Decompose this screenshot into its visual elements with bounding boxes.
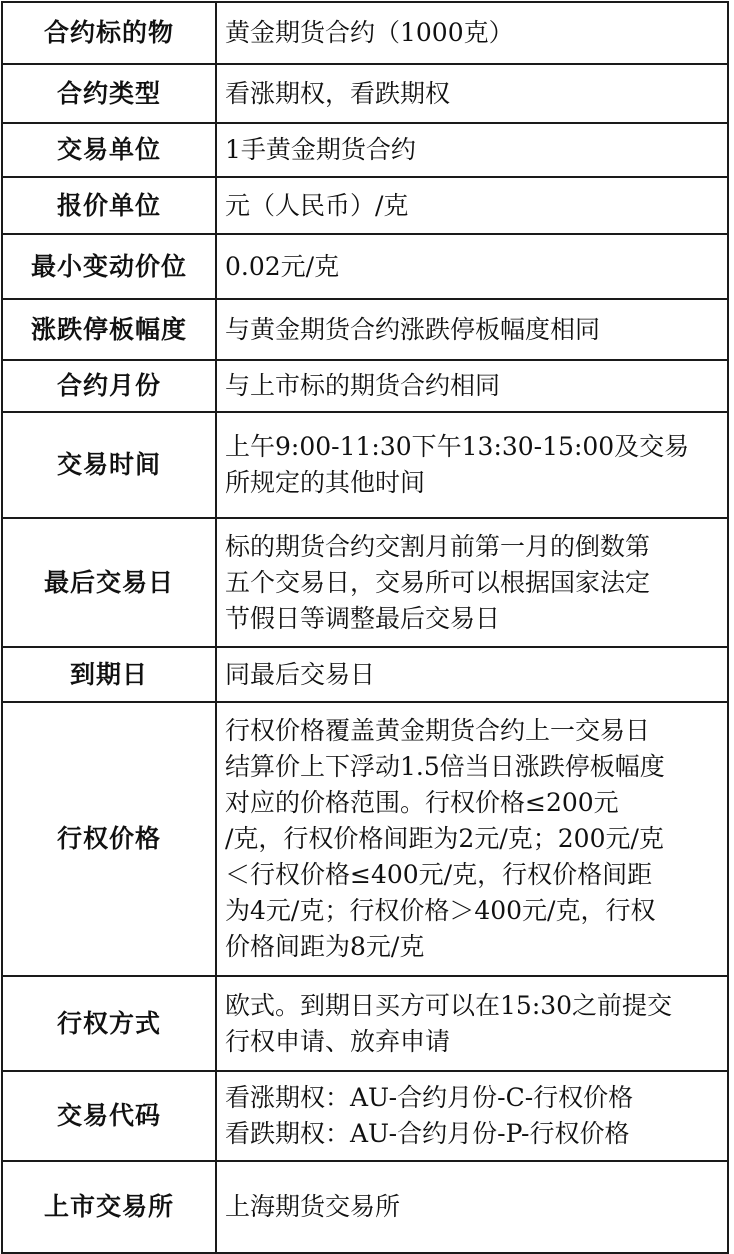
table-row bbox=[2, 647, 728, 702]
row-value-line: 结算价上下浮动1.5倍当日涨跌停板幅度 bbox=[225, 752, 665, 781]
contract-spec-table bbox=[1, 1, 729, 1254]
row-value bbox=[216, 2, 728, 64]
row-value-line: 所规定的其他时间 bbox=[225, 468, 426, 497]
table-row bbox=[2, 702, 728, 976]
table-row bbox=[2, 518, 728, 647]
row-value-line: 行权价格覆盖黄金期货合约上一交易日 bbox=[225, 716, 651, 745]
row-value-line: 价格间距为8元/克 bbox=[225, 932, 425, 961]
table-row bbox=[2, 1071, 728, 1161]
row-value-line: 元（人民币）/克 bbox=[225, 190, 409, 220]
table-row bbox=[2, 1161, 728, 1253]
row-value-line: 黄金期货合约（1000克） bbox=[225, 18, 514, 47]
row-label: 报价单位 bbox=[2, 177, 216, 234]
row-label: 最后交易日 bbox=[2, 518, 216, 647]
row-label: 行权方式 bbox=[2, 976, 216, 1071]
row-value-line: /克，行权价格间距为2元/克；200元/克 bbox=[225, 824, 664, 853]
row-label: 行权价格 bbox=[2, 702, 216, 976]
row-value-line: 欧式。到期日买方可以在15:30之前提交 bbox=[225, 990, 673, 1020]
row-label: 交易时间 bbox=[2, 412, 216, 518]
row-label: 合约标的物 bbox=[2, 2, 216, 64]
row-value-line: 五个交易日，交易所可以根据国家法定 bbox=[225, 567, 651, 597]
row-value-line: 上海期货交易所 bbox=[225, 1192, 401, 1221]
row-value-line: 上午9:00-11:30下午13:30-15:00及交易 bbox=[225, 432, 690, 461]
row-value bbox=[216, 177, 728, 234]
row-label: 交易单位 bbox=[2, 123, 216, 177]
table-row bbox=[2, 412, 728, 518]
row-value-line: 节假日等调整最后交易日 bbox=[225, 603, 501, 633]
row-value bbox=[216, 234, 728, 299]
table-row bbox=[2, 2, 728, 64]
row-value-line: 看涨期权，看跌期权 bbox=[225, 78, 451, 108]
table-row bbox=[2, 360, 728, 412]
row-value-line: 标的期货合约交割月前第一月的倒数第 bbox=[225, 531, 651, 561]
row-label: 上市交易所 bbox=[2, 1161, 216, 1253]
row-value bbox=[216, 1071, 728, 1161]
row-value bbox=[216, 1161, 728, 1253]
row-value-line: 为4元/克；行权价格＞400元/克，行权 bbox=[225, 896, 656, 925]
row-value-line: 行权申请、放弃申请 bbox=[225, 1026, 451, 1056]
row-label: 交易代码 bbox=[2, 1071, 216, 1161]
row-value-line: 看跌期权：AU-合约月份-P-行权价格 bbox=[225, 1119, 630, 1148]
row-value bbox=[216, 64, 728, 123]
row-value-line: 与上市标的期货合约相同 bbox=[225, 371, 501, 400]
row-value bbox=[216, 647, 728, 702]
row-label: 涨跌停板幅度 bbox=[2, 299, 216, 360]
table-row bbox=[2, 299, 728, 360]
row-value bbox=[216, 518, 728, 647]
table-row bbox=[2, 177, 728, 234]
row-value bbox=[216, 976, 728, 1071]
row-label: 到期日 bbox=[2, 647, 216, 702]
row-value-line: 0.02元/克 bbox=[225, 251, 340, 281]
table-row bbox=[2, 64, 728, 123]
row-value-line: 与黄金期货合约涨跌停板幅度相同 bbox=[225, 314, 601, 344]
row-value-line: 看涨期权：AU-合约月份-C-行权价格 bbox=[225, 1083, 634, 1112]
row-value-line: ＜行权价格≤400元/克，行权价格间距 bbox=[225, 860, 653, 889]
row-label: 合约类型 bbox=[2, 64, 216, 123]
row-value bbox=[216, 299, 728, 360]
row-label: 合约月份 bbox=[2, 360, 216, 412]
row-value-line: 1手黄金期货合约 bbox=[225, 135, 416, 164]
table-row bbox=[2, 234, 728, 299]
row-label: 最小变动价位 bbox=[2, 234, 216, 299]
row-value-line: 对应的价格范围。行权价格≤200元 bbox=[225, 788, 619, 817]
row-value bbox=[216, 412, 728, 518]
row-value bbox=[216, 702, 728, 976]
table-row bbox=[2, 976, 728, 1071]
table-row bbox=[2, 123, 728, 177]
row-value bbox=[216, 360, 728, 412]
row-value-line: 同最后交易日 bbox=[225, 659, 376, 689]
row-value bbox=[216, 123, 728, 177]
